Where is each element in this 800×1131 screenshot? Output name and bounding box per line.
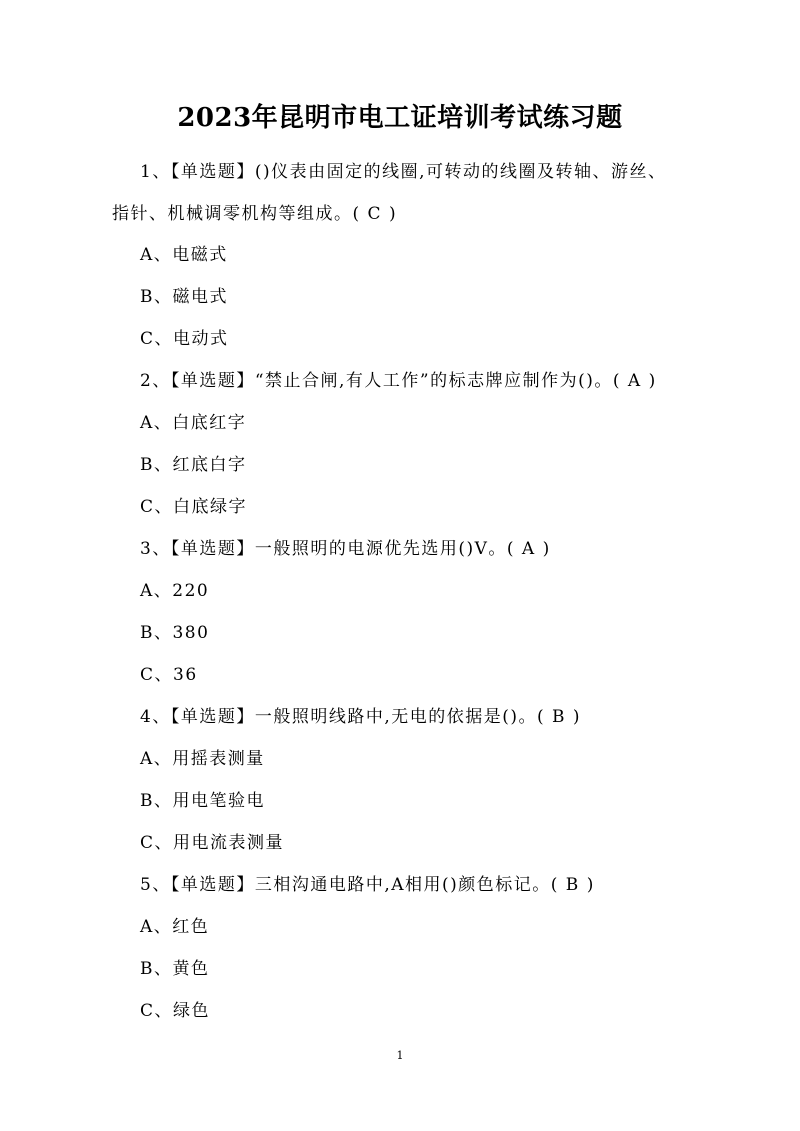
question-1-option-c: C、电动式 — [140, 329, 229, 349]
question-5-option-c: C、绿色 — [140, 1001, 211, 1021]
question-2-option-c: C、白底绿字 — [140, 497, 248, 517]
question-5-text: 5、【单选题】三相沟通电路中,A相用()颜色标记。( B ) — [140, 875, 595, 895]
question-4-option-a: A、用摇表测量 — [140, 749, 265, 769]
page-title: 2023年昆明市电工证培训考试练习题 — [177, 103, 623, 133]
question-3-option-c: C、36 — [140, 665, 198, 685]
question-4-option-b: B、用电笔验电 — [140, 791, 265, 811]
question-4-text: 4、【单选题】一般照明线路中,无电的依据是()。( B ) — [140, 707, 582, 727]
question-4-option-c: C、用电流表测量 — [140, 833, 285, 853]
question-5-option-b: B、黄色 — [140, 959, 210, 979]
question-3-text: 3、【单选题】一般照明的电源优先选用()V。( A ) — [140, 539, 551, 559]
question-3-option-a: A、220 — [140, 581, 210, 601]
question-5-option-a: A、红色 — [140, 917, 210, 937]
question-2-option-a: A、白底红字 — [140, 413, 247, 433]
question-1-text: 1、【单选题】()仪表由固定的线圈,可转动的线圈及转轴、游丝、 — [140, 162, 667, 182]
page-number: 1 — [396, 1049, 404, 1062]
question-1-option-a: A、电磁式 — [140, 245, 228, 265]
question-3-option-b: B、380 — [140, 623, 210, 643]
question-2-option-b: B、红底白字 — [140, 455, 247, 475]
question-1-option-b: B、磁电式 — [140, 287, 228, 307]
question-1-text-continued: 指针、机械调零机构等组成。( C ) — [112, 204, 398, 224]
question-2-text: 2、【单选题】“禁止合闸,有人工作”的标志牌应制作为()。( A ) — [140, 371, 657, 391]
